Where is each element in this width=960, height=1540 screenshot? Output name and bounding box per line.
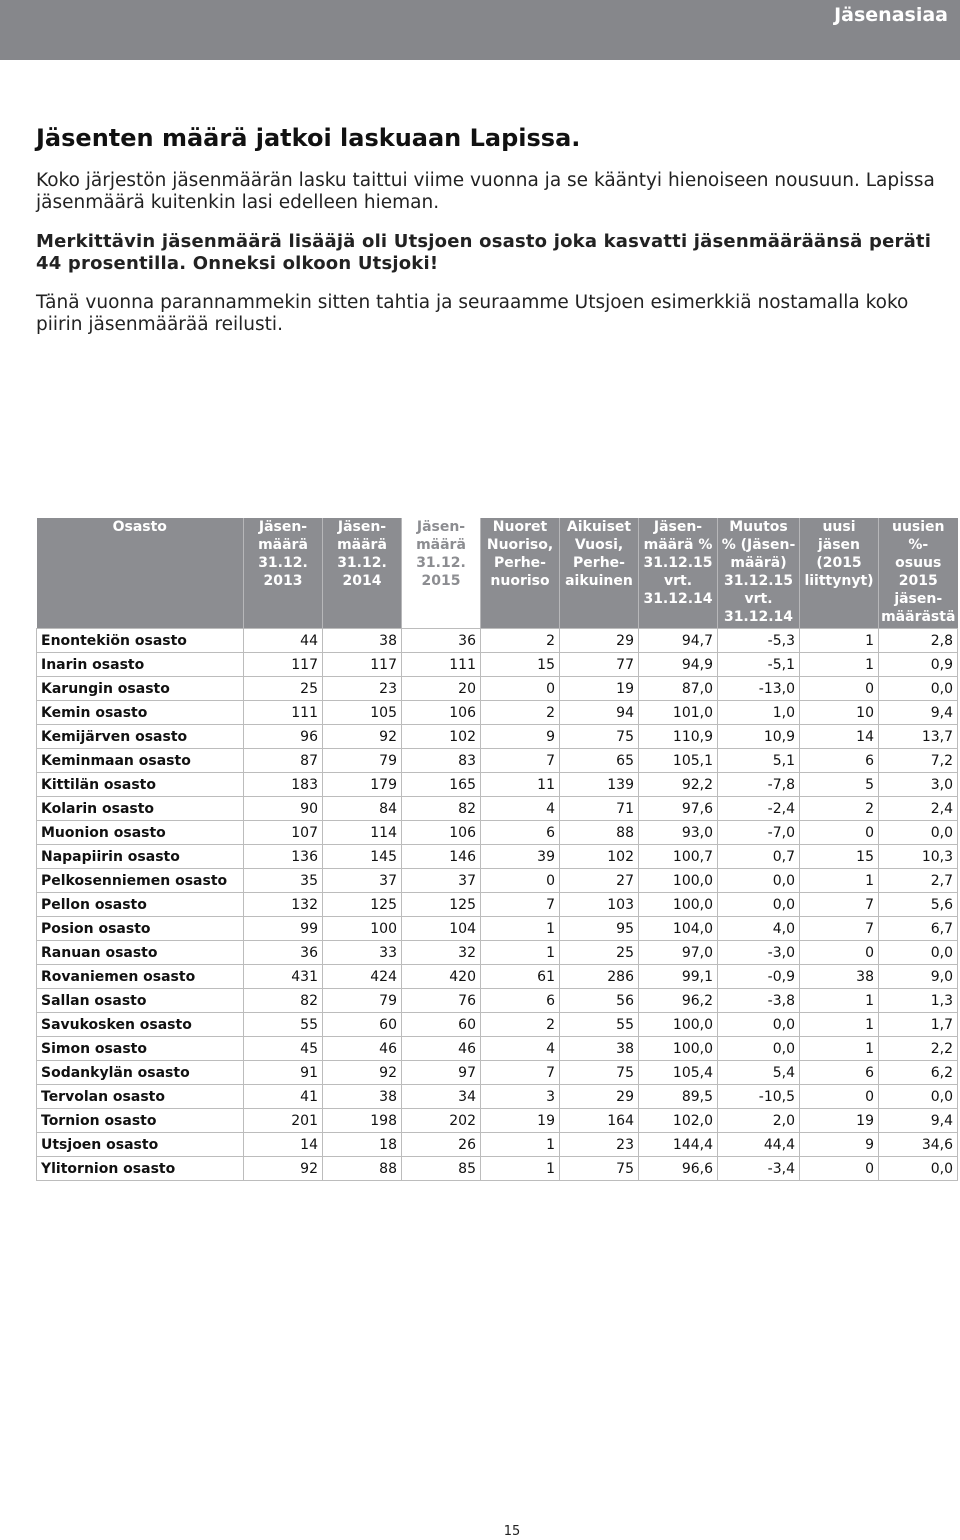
value-cell: 125 <box>323 893 402 917</box>
value-cell: 13,7 <box>879 725 958 749</box>
value-cell: 15 <box>481 653 560 677</box>
value-cell: 96,6 <box>639 1157 718 1181</box>
col-header-members-percent: Jäsen- määrä % 31.12.15 vrt. 31.12.14 <box>639 518 718 629</box>
value-cell: 0 <box>800 1157 879 1181</box>
value-cell: 19 <box>560 677 639 701</box>
branch-name-cell: Savukosken osasto <box>37 1013 244 1037</box>
value-cell: 1 <box>800 869 879 893</box>
value-cell: 117 <box>323 653 402 677</box>
value-cell: 36 <box>402 629 481 653</box>
value-cell: -7,0 <box>718 821 800 845</box>
value-cell: 92 <box>244 1157 323 1181</box>
value-cell: 14 <box>800 725 879 749</box>
value-cell: 97,0 <box>639 941 718 965</box>
branch-name-cell: Inarin osasto <box>37 653 244 677</box>
value-cell: -5,3 <box>718 629 800 653</box>
value-cell: 2,4 <box>879 797 958 821</box>
branch-name-cell: Tornion osasto <box>37 1109 244 1133</box>
value-cell: 9 <box>481 725 560 749</box>
value-cell: 6,7 <box>879 917 958 941</box>
value-cell: 35 <box>244 869 323 893</box>
value-cell: 95 <box>560 917 639 941</box>
value-cell: 3 <box>481 1085 560 1109</box>
value-cell: 7 <box>800 917 879 941</box>
value-cell: 0,0 <box>879 677 958 701</box>
value-cell: 0,7 <box>718 845 800 869</box>
branch-name-cell: Kemin osasto <box>37 701 244 725</box>
value-cell: 0,0 <box>879 941 958 965</box>
table-row <box>37 797 958 821</box>
value-cell: 91 <box>244 1061 323 1085</box>
value-cell: 1,0 <box>718 701 800 725</box>
value-cell: 7 <box>800 893 879 917</box>
value-cell: 27 <box>560 869 639 893</box>
value-cell: 46 <box>402 1037 481 1061</box>
value-cell: 60 <box>402 1013 481 1037</box>
value-cell: 0 <box>800 677 879 701</box>
value-cell: 82 <box>402 797 481 821</box>
value-cell: 201 <box>244 1109 323 1133</box>
branch-name-cell: Pelkosenniemen osasto <box>37 869 244 893</box>
value-cell: 0,0 <box>879 1157 958 1181</box>
col-header-members-2013: Jäsen- määrä 31.12. 2013 <box>244 518 323 629</box>
branch-name-cell: Muonion osasto <box>37 821 244 845</box>
value-cell: 0 <box>481 869 560 893</box>
value-cell: 96 <box>244 725 323 749</box>
value-cell: -3,8 <box>718 989 800 1013</box>
value-cell: 2,7 <box>879 869 958 893</box>
value-cell: 7 <box>481 749 560 773</box>
table-row <box>37 1013 958 1037</box>
value-cell: 4 <box>481 1037 560 1061</box>
value-cell: 286 <box>560 965 639 989</box>
membership-table-container <box>36 518 957 1181</box>
value-cell: 23 <box>323 677 402 701</box>
value-cell: 26 <box>402 1133 481 1157</box>
value-cell: 87,0 <box>639 677 718 701</box>
value-cell: 2 <box>481 701 560 725</box>
value-cell: 29 <box>560 629 639 653</box>
value-cell: 61 <box>481 965 560 989</box>
value-cell: 100,0 <box>639 1013 718 1037</box>
value-cell: 87 <box>244 749 323 773</box>
value-cell: 33 <box>323 941 402 965</box>
branch-name-cell: Kittilän osasto <box>37 773 244 797</box>
value-cell: 5,4 <box>718 1061 800 1085</box>
value-cell: 101,0 <box>639 701 718 725</box>
value-cell: 37 <box>323 869 402 893</box>
value-cell: 7,2 <box>879 749 958 773</box>
value-cell: 20 <box>402 677 481 701</box>
value-cell: 1 <box>481 1157 560 1181</box>
value-cell: 55 <box>560 1013 639 1037</box>
col-header-youth: Nuoret Nuoriso, Perhe- nuoriso <box>481 518 560 629</box>
value-cell: 94 <box>560 701 639 725</box>
value-cell: 106 <box>402 701 481 725</box>
value-cell: 1 <box>481 1133 560 1157</box>
table-header-row <box>37 518 958 629</box>
value-cell: 0,0 <box>879 821 958 845</box>
branch-name-cell: Tervolan osasto <box>37 1085 244 1109</box>
value-cell: 75 <box>560 725 639 749</box>
value-cell: 6 <box>800 1061 879 1085</box>
value-cell: 2 <box>800 797 879 821</box>
value-cell: 92 <box>323 725 402 749</box>
value-cell: 96,2 <box>639 989 718 1013</box>
value-cell: 5,6 <box>879 893 958 917</box>
value-cell: 46 <box>323 1037 402 1061</box>
value-cell: 0,0 <box>879 1085 958 1109</box>
value-cell: 117 <box>244 653 323 677</box>
table-row <box>37 773 958 797</box>
branch-name-cell: Pellon osasto <box>37 893 244 917</box>
value-cell: 107 <box>244 821 323 845</box>
value-cell: 79 <box>323 749 402 773</box>
value-cell: 34 <box>402 1085 481 1109</box>
value-cell: 6 <box>800 749 879 773</box>
value-cell: 84 <box>323 797 402 821</box>
value-cell: 10 <box>800 701 879 725</box>
table-row <box>37 677 958 701</box>
value-cell: 32 <box>402 941 481 965</box>
value-cell: 6 <box>481 821 560 845</box>
value-cell: 90 <box>244 797 323 821</box>
value-cell: 9 <box>800 1133 879 1157</box>
value-cell: 36 <box>244 941 323 965</box>
value-cell: 4 <box>481 797 560 821</box>
value-cell: 71 <box>560 797 639 821</box>
value-cell: 431 <box>244 965 323 989</box>
value-cell: 60 <box>323 1013 402 1037</box>
value-cell: 104,0 <box>639 917 718 941</box>
table-row <box>37 749 958 773</box>
branch-name-cell: Utsjoen osasto <box>37 1133 244 1157</box>
value-cell: 103 <box>560 893 639 917</box>
value-cell: 37 <box>402 869 481 893</box>
value-cell: 94,9 <box>639 653 718 677</box>
col-header-change-percent: Muutos % (Jäsen- määrä) 31.12.15 vrt. 31.12.14 <box>718 518 800 629</box>
table-row <box>37 1133 958 1157</box>
value-cell: 34,6 <box>879 1133 958 1157</box>
value-cell: 145 <box>323 845 402 869</box>
value-cell: 4,0 <box>718 917 800 941</box>
value-cell: 183 <box>244 773 323 797</box>
value-cell: 38 <box>323 1085 402 1109</box>
value-cell: 19 <box>481 1109 560 1133</box>
value-cell: -10,5 <box>718 1085 800 1109</box>
table-body <box>37 629 958 1181</box>
value-cell: 99 <box>244 917 323 941</box>
table-row <box>37 1061 958 1085</box>
value-cell: 6 <box>481 989 560 1013</box>
value-cell: -0,9 <box>718 965 800 989</box>
value-cell: 97,6 <box>639 797 718 821</box>
branch-name-cell: Kemijärven osasto <box>37 725 244 749</box>
value-cell: 10,3 <box>879 845 958 869</box>
value-cell: 5,1 <box>718 749 800 773</box>
value-cell: 102 <box>402 725 481 749</box>
value-cell: 39 <box>481 845 560 869</box>
branch-name-cell: Rovaniemen osasto <box>37 965 244 989</box>
value-cell: 2,8 <box>879 629 958 653</box>
value-cell: 99,1 <box>639 965 718 989</box>
value-cell: 1 <box>481 917 560 941</box>
value-cell: 0 <box>800 941 879 965</box>
value-cell: 202 <box>402 1109 481 1133</box>
value-cell: 45 <box>244 1037 323 1061</box>
value-cell: 56 <box>560 989 639 1013</box>
value-cell: 164 <box>560 1109 639 1133</box>
value-cell: 2 <box>481 629 560 653</box>
value-cell: 1 <box>800 629 879 653</box>
table-row <box>37 653 958 677</box>
header-bar <box>0 0 960 60</box>
value-cell: 38 <box>560 1037 639 1061</box>
table-row <box>37 1037 958 1061</box>
value-cell: 100,0 <box>639 1037 718 1061</box>
value-cell: 139 <box>560 773 639 797</box>
value-cell: 9,4 <box>879 1109 958 1133</box>
value-cell: 25 <box>244 677 323 701</box>
value-cell: 100 <box>323 917 402 941</box>
table-row <box>37 989 958 1013</box>
branch-name-cell: Napapiirin osasto <box>37 845 244 869</box>
value-cell: 0 <box>800 1085 879 1109</box>
value-cell: -3,0 <box>718 941 800 965</box>
membership-table <box>36 518 958 1181</box>
branch-name-cell: Enontekiön osasto <box>37 629 244 653</box>
value-cell: 165 <box>402 773 481 797</box>
value-cell: 5 <box>800 773 879 797</box>
col-header-osasto: Osasto <box>37 518 244 629</box>
value-cell: 25 <box>560 941 639 965</box>
value-cell: 125 <box>402 893 481 917</box>
value-cell: 88 <box>323 1157 402 1181</box>
value-cell: 420 <box>402 965 481 989</box>
col-header-new-members: uusi jäsen (2015 liittynyt) <box>800 518 879 629</box>
closing-paragraph: Tänä vuonna parannammekin sitten tahtia ja seuraamme Utsjoen esimerkkiä nostamalla koko piirin jäsenmäärää reilusti. <box>36 292 909 335</box>
table-row <box>37 1085 958 1109</box>
value-cell: 1,3 <box>879 989 958 1013</box>
value-cell: 23 <box>560 1133 639 1157</box>
value-cell: 0 <box>800 821 879 845</box>
value-cell: 2 <box>481 1013 560 1037</box>
value-cell: 44,4 <box>718 1133 800 1157</box>
value-cell: 2,2 <box>879 1037 958 1061</box>
table-row <box>37 629 958 653</box>
value-cell: 106 <box>402 821 481 845</box>
table-row <box>37 701 958 725</box>
value-cell: 14 <box>244 1133 323 1157</box>
intro-paragraph: Koko järjestön jäsenmäärän lasku taittui viime vuonna ja se kääntyi hienoiseen nousuun. Lapissa jäsenmäärä kuitenkin lasi edelleen hieman. <box>36 170 935 213</box>
value-cell: 136 <box>244 845 323 869</box>
value-cell: 1 <box>481 941 560 965</box>
value-cell: 97 <box>402 1061 481 1085</box>
value-cell: 1,7 <box>879 1013 958 1037</box>
value-cell: 132 <box>244 893 323 917</box>
value-cell: 105,4 <box>639 1061 718 1085</box>
table-row <box>37 965 958 989</box>
branch-name-cell: Sallan osasto <box>37 989 244 1013</box>
value-cell: 88 <box>560 821 639 845</box>
value-cell: 102,0 <box>639 1109 718 1133</box>
branch-name-cell: Ylitornion osasto <box>37 1157 244 1181</box>
value-cell: 3,0 <box>879 773 958 797</box>
branch-name-cell: Sodankylän osasto <box>37 1061 244 1085</box>
col-header-new-share: uusien %- osuus 2015 jäsen- määrästä <box>879 518 958 629</box>
value-cell: 82 <box>244 989 323 1013</box>
value-cell: 0,0 <box>718 893 800 917</box>
value-cell: 100,0 <box>639 869 718 893</box>
value-cell: 18 <box>323 1133 402 1157</box>
branch-name-cell: Posion osasto <box>37 917 244 941</box>
table-row <box>37 1109 958 1133</box>
value-cell: 83 <box>402 749 481 773</box>
value-cell: 9,0 <box>879 965 958 989</box>
value-cell: 77 <box>560 653 639 677</box>
value-cell: 179 <box>323 773 402 797</box>
value-cell: 105,1 <box>639 749 718 773</box>
table-row <box>37 1157 958 1181</box>
value-cell: -2,4 <box>718 797 800 821</box>
value-cell: 144,4 <box>639 1133 718 1157</box>
value-cell: 110,9 <box>639 725 718 749</box>
col-header-members-2014: Jäsen- määrä 31.12. 2014 <box>323 518 402 629</box>
value-cell: 92,2 <box>639 773 718 797</box>
value-cell: 76 <box>402 989 481 1013</box>
col-header-adults: Aikuiset Vuosi, Perhe- aikuinen <box>560 518 639 629</box>
value-cell: 75 <box>560 1157 639 1181</box>
section-title: Jäsenasiaa <box>834 4 948 26</box>
value-cell: -13,0 <box>718 677 800 701</box>
value-cell: 29 <box>560 1085 639 1109</box>
value-cell: 102 <box>560 845 639 869</box>
value-cell: 92 <box>323 1061 402 1085</box>
value-cell: 15 <box>800 845 879 869</box>
article-title: Jäsenten määrä jatkoi laskuaan Lapissa. <box>36 124 581 152</box>
value-cell: 19 <box>800 1109 879 1133</box>
table-row <box>37 941 958 965</box>
branch-name-cell: Kolarin osasto <box>37 797 244 821</box>
value-cell: 0,0 <box>718 1013 800 1037</box>
value-cell: 198 <box>323 1109 402 1133</box>
value-cell: 1 <box>800 653 879 677</box>
value-cell: 38 <box>800 965 879 989</box>
branch-name-cell: Keminmaan osasto <box>37 749 244 773</box>
value-cell: 100,0 <box>639 893 718 917</box>
value-cell: -5,1 <box>718 653 800 677</box>
value-cell: 424 <box>323 965 402 989</box>
value-cell: 85 <box>402 1157 481 1181</box>
value-cell: -7,8 <box>718 773 800 797</box>
value-cell: 114 <box>323 821 402 845</box>
value-cell: 55 <box>244 1013 323 1037</box>
value-cell: 93,0 <box>639 821 718 845</box>
value-cell: 9,4 <box>879 701 958 725</box>
value-cell: 111 <box>402 653 481 677</box>
value-cell: 11 <box>481 773 560 797</box>
value-cell: 104 <box>402 917 481 941</box>
col-header-members-2015: Jäsen- määrä 31.12. 2015 <box>402 518 481 629</box>
value-cell: 0 <box>481 677 560 701</box>
value-cell: 111 <box>244 701 323 725</box>
value-cell: 94,7 <box>639 629 718 653</box>
value-cell: 1 <box>800 1013 879 1037</box>
value-cell: 146 <box>402 845 481 869</box>
value-cell: 65 <box>560 749 639 773</box>
value-cell: 79 <box>323 989 402 1013</box>
table-row <box>37 893 958 917</box>
table-row <box>37 821 958 845</box>
value-cell: 1 <box>800 1037 879 1061</box>
value-cell: 1 <box>800 989 879 1013</box>
table-row <box>37 725 958 749</box>
value-cell: 105 <box>323 701 402 725</box>
value-cell: 10,9 <box>718 725 800 749</box>
value-cell: 44 <box>244 629 323 653</box>
value-cell: 0,9 <box>879 653 958 677</box>
value-cell: 0,0 <box>718 869 800 893</box>
value-cell: 38 <box>323 629 402 653</box>
value-cell: -3,4 <box>718 1157 800 1181</box>
value-cell: 6,2 <box>879 1061 958 1085</box>
value-cell: 41 <box>244 1085 323 1109</box>
page-number: 15 <box>503 1524 521 1539</box>
branch-name-cell: Ranuan osasto <box>37 941 244 965</box>
value-cell: 7 <box>481 1061 560 1085</box>
value-cell: 100,7 <box>639 845 718 869</box>
table-row <box>37 869 958 893</box>
value-cell: 0,0 <box>718 1037 800 1061</box>
branch-name-cell: Karungin osasto <box>37 677 244 701</box>
value-cell: 7 <box>481 893 560 917</box>
value-cell: 2,0 <box>718 1109 800 1133</box>
highlight-paragraph: Merkittävin jäsenmäärä lisääjä oli Utsjoen osasto joka kasvatti jäsenmääräänsä peräti 44 prosentilla. Onneksi olkoon Utsjoki! <box>36 231 932 274</box>
table-row <box>37 845 958 869</box>
table-row <box>37 917 958 941</box>
value-cell: 89,5 <box>639 1085 718 1109</box>
value-cell: 75 <box>560 1061 639 1085</box>
branch-name-cell: Simon osasto <box>37 1037 244 1061</box>
